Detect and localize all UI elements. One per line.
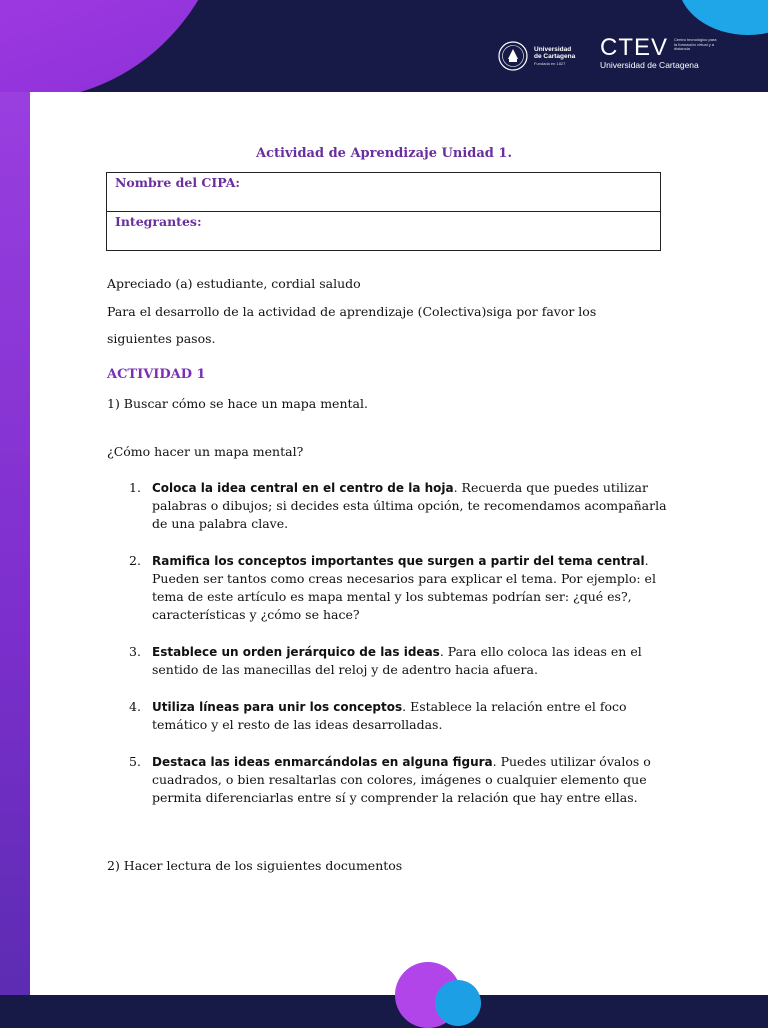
members-cell[interactable]: Integrantes: [107,212,661,251]
question: ¿Cómo hacer un mapa mental? [107,444,304,459]
greeting: Apreciado (a) estudiante, cordial saludo [107,276,361,291]
activity-heading: ACTIVIDAD 1 [107,367,206,382]
item-bold-text: Establece un orden jerárquico de las ideas [152,645,440,659]
university-seal-icon [497,40,529,72]
item-bold-text: Utiliza líneas para unir los conceptos [152,700,403,714]
item-bold-text: Ramifica los conceptos importantes que surgen a partir del tema central [152,554,645,568]
universidad-de-cartagena-logo [497,36,575,76]
item-bold-text: Destaca las ideas enmarcándolas en alguna figura [152,755,493,769]
item-bold-text: Coloca la idea central en el centro de la hoja [152,481,454,495]
intro-line2: siguientes pasos. [107,331,216,346]
ctev-subtitle: Universidad de Cartagena [600,60,699,70]
bottom-band [0,995,768,1024]
item-number: 3. [129,644,141,659]
mind-map-steps-list [107,479,667,826]
udc-line3: Fundada en 1827 [534,60,566,66]
item-number: 2. [129,553,141,568]
item-number: 5. [129,754,141,769]
list-item [107,552,667,624]
list-item [107,753,667,807]
intro-line1: Para el desarrollo de la actividad de aprendizaje (Colectiva)siga por favor los [107,304,597,319]
step-1: 1) Buscar cómo se hace un mapa mental. [107,396,368,411]
item-text: . Pueden ser tantos como creas necesarios para explicar el tema. Por ejemplo: el tema de este artículo es mapa mental y los subtemas podrían ser: ¿qué es?, características y ¿cómo se hace? [152,553,656,622]
decorative-blue-circle-bottom [435,980,481,1026]
decorative-purple-circle [0,0,230,100]
item-text: . Para ello coloca las ideas en el sentido de las manecillas del reloj y de adentro hacia afuera. [152,644,642,677]
list-item [107,479,667,533]
item-text: . Establece la relación entre el foco temático y el resto de las ideas desarrolladas. [152,699,627,732]
item-text: . Recuerda que puedes utilizar palabras o dibujos; si decides esta última opción, te recomendamos acompañarla de una palabra clave. [152,480,667,531]
udc-line1: Universidad [534,45,572,53]
udc-line2: de Cartagena [534,52,576,60]
cipa-info-table [106,172,661,251]
ctev-wordmark: CTEV [600,34,669,61]
item-number: 1. [129,480,141,495]
left-purple-band [0,92,30,1024]
list-item [107,643,667,679]
document-title: Actividad de Aprendizaje Unidad 1. [256,146,512,161]
ctev-tagline: Centro tecnológico para la formación virtual y a distancia [674,37,717,52]
cipa-name-cell[interactable]: Nombre del CIPA: [107,173,661,212]
ctev-logo [600,36,720,76]
item-text: . Puedes utilizar óvalos o cuadrados, o bien resaltarlas con colores, imágenes o cualquier elemento que permita diferenciarlas entre sí y comprender la relación que hay entre ellas. [152,754,651,805]
step-2: 2) Hacer lectura de los siguientes documentos [107,858,403,873]
decorative-blue-circle [678,0,768,35]
item-number: 4. [129,699,141,714]
list-item [107,698,667,734]
